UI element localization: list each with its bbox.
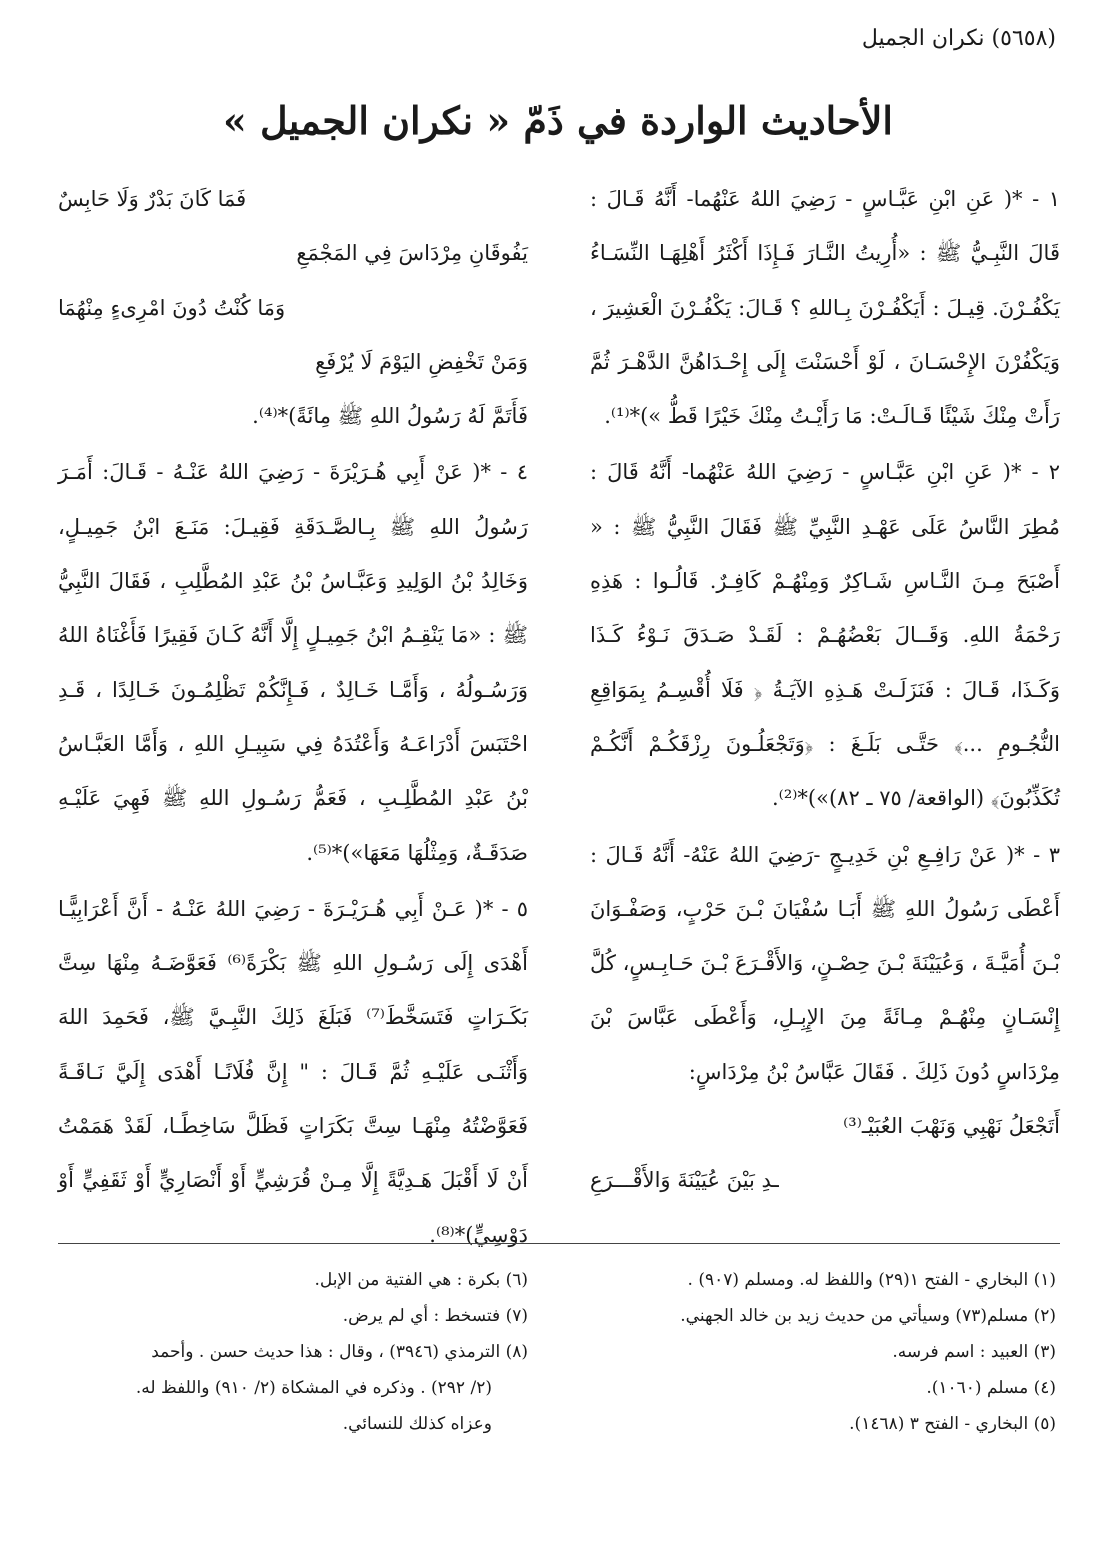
hadith-3-end: فَأَتَمَّ لَهُ رَسُولُ اللهِ ﷺ مِائَةً)*⁽⁴⁾. — [252, 404, 528, 429]
footnote-continuation: وعزاه كذلك للنسائي. — [342, 1414, 492, 1434]
hadith-3: ٣ - *( عَنْ رَافِـعِ بْنِ خَدِيـجٍ -رَضِيَ اللهُ عَنْهُ- أَنَّهُ قَـالَ : أَعْطَى رَسُولُ اللهِ ﷺ أَبَـا سُفْيَانَ بْـنَ حَرْبٍ، وَصَفْـوَانَ بْـنَ أُمَيَّـةَ ، وَعُيَيْنَةَ بْـنَ حِصْـنٍ، وَالأَقْـرَعَ بْـنَ حَـابِـسٍ، كُلَّ إِنْسَـانٍ مِنْهُـمْ مِـائَةً مِنَ الإِبِـلِ، وَأَعْطَى عَبَّاسَ بْنَ مِرْدَاسٍ دُونَ ذَلِكَ . فَقَالَ عَبَّاسُ بْنُ مِرْدَاسٍ: — [590, 842, 1060, 1084]
footnote: (٥) البخاري - الفتح ٣ (١٤٦٨). — [849, 1414, 1056, 1434]
footnote-divider — [58, 1243, 1060, 1244]
footnote: (٤) مسلم (١٠٦٠). — [926, 1378, 1056, 1398]
footnote: (٧) فتسخط : أي لم يرض. — [342, 1306, 528, 1326]
footnote: (٦) بكرة : هي الفتية من الإبل. — [314, 1270, 528, 1290]
hadith-5: ٥ - *( عَـنْ أَبِي هُـرَيْـرَةَ - رَضِيَ اللهُ عَنْـهُ - أَنَّ أَعْرَابِيًّـا أَهْدَى إِلَى رَسُـولِ اللهِ ﷺ بَكْرَةً⁽⁶⁾ فَعَوَّضَـهُ مِنْهَا سِتَّ بَكَـرَاتٍ فَتَسَخَّطَ⁽⁷⁾ فَبَلَغَ ذَلِكَ النَّبِـيَّ ﷺ، فَحَمِدَ اللهَ وَأَثْنَـى عَلَيْـهِ ثُمَّ قَـالَ : " إِنَّ فُلَانًـا أَهْدَى إِلَيَّ نَـاقَـةً فَعَوَّضْتُهُ مِنْهَـا سِتَّ بَكَرَاتٍ فَظَلَّ سَاخِطًـا، لَقَدْ هَمَمْتُ أَنْ لَا أَقْبَلَ هَـدِيَّةً إِلَّا مِـنْ قُرَشِيٍّ أَوْ أَنْصَارِيٍّ أَوْ ثَقَفِيٍّ أَوْ دَوْسِيٍّ)*⁽⁸⁾. — [58, 896, 529, 1247]
left-column — [58, 172, 528, 1262]
verse-line: يَفُوقَانِ مِرْدَاسَ فِي المَجْمَعِ — [296, 241, 528, 266]
verse-line: ـدِ بَيْنَ عُيَيْنَةَ وَالأَقْـــرَعِ — [590, 1168, 779, 1193]
verse-line: أَتَجْعَلُ نَهْبِي وَنَهْبَ العُبَيْـ⁽³⁾ — [843, 1114, 1060, 1139]
footnotes-right — [586, 1262, 1056, 1442]
footnote-continuation: (٢/ ٢٩٢) . وذكره في المشكاة (٢/ ٩١٠) واللفظ له. — [135, 1378, 492, 1398]
right-column — [590, 172, 1060, 1208]
hadith-2: ٢ - *( عَنِ ابْنِ عَبَّـاسٍ - رَضِيَ اللهُ عَنْهُما- أَنَّهُ قَالَ : مُطِرَ النَّاسُ عَلَى عَهْـدِ النَّبِيِّ ﷺ فَقَالَ النَّبِيُّ ﷺ : « أَصْبَحَ مِـنَ النَّـاسِ شَـاكِرٌ وَمِنْهُـمْ كَافِـرٌ. قَالُـوا : هَذِهِ رَحْمَةُ اللهِ. وَقَــالَ بَعْضُهُـمْ : لَقَـدْ صَـدَقَ نَـوْءُ كَـذَا وَكَـذَا، قَـالَ : فَنَزَلَـتْ هَـذِهِ الآيَـةُ ﴿ فَلَا أُقْسِـمُ بِمَوَاقِعِ النُّجُـومِ ...﴾ حَتَّـى بَلَـغَ : ﴿وَتَجْعَلُـونَ رِزْقَكُـمْ أَنَّكُـمْ تُكَذِّبُونَ﴾ (الواقعة/ ٧٥ ـ ٨٢)»)*⁽²⁾. — [590, 460, 1060, 811]
footnote: (١) البخاري - الفتح ١(٢٩) واللفظ له. ومسلم (٩٠٧) . — [687, 1270, 1056, 1290]
running-head: (٥٦٥٨) نكران الجميل — [861, 26, 1056, 51]
page-title: الأحاديث الواردة في ذَمّ « نكران الجميل » — [223, 98, 893, 143]
footnotes-left — [58, 1262, 528, 1442]
verse-line: وَمَنْ تَخْفِضِ اليَوْمَ لَا يُرْفَعِ — [315, 349, 528, 374]
footnote: (٣) العبيد : اسم فرسه. — [892, 1342, 1056, 1362]
verse-line: فَمَا كَانَ بَدْرٌ وَلَا حَابِسٌ — [58, 187, 247, 211]
verse-line: وَمَا كُنْتُ دُونَ امْرِىءٍ مِنْهُمَا — [58, 295, 286, 320]
hadith-4: ٤ - *( عَنْ أَبِي هُـرَيْرَةَ - رَضِيَ اللهُ عَنْـهُ - قَـالَ: أَمَـرَ رَسُولُ اللهِ ﷺ بِـالصَّـدَقَةِ فَقِيـلَ: مَنَـعَ ابْنُ جَمِيـلٍ، وَخَالِدُ بْنُ الوَلِيدِ وَعَبَّـاسُ بْنُ عَبْدِ المُطَّلِبِ ، فَقَالَ النَّبِيُّ ﷺ : «مَا يَنْقِـمُ ابْنُ جَمِيـلٍ إِلَّا أَنَّهُ كَـانَ فَقِيرًا فَأَغْنَاهُ اللهُ وَرَسُـولُهُ ، وَأَمَّـا خَـالِدٌ ، فَـإِنَّكُمْ تَظْلِمُـونَ خَـالِدًا ، قَـدِ احْتَبَسَ أَدْرَاعَـهُ وَأَعْتُدَهُ فِي سَبِيـلِ اللهِ ، وَأَمَّا العَبَّـاسُ بْنُ عَبْدِ المُطَّلِـبِ ، فَعَمُّ رَسُـولِ اللهِ ﷺ فَهِيَ عَلَيْـهِ صَدَقَـةٌ، وَمِثْلُهَا مَعَهَا»)*⁽⁵⁾. — [58, 460, 528, 865]
hadith-1: ١ - *( عَنِ ابْنِ عَبَّـاسٍ - رَضِيَ اللهُ عَنْهُما- أَنَّهُ قَـالَ : قَالَ النَّبِـيُّ ﷺ : «أُرِيتُ النَّـارَ فَـإِذَا أَكْثَرُ أَهْلِهَـا النِّسَـاءُ يَكْفُـرْنَ. قِيـلَ : أَيَكْفُـرْنَ بِـاللهِ ؟ قَـالَ: يَكْفُـرْنَ الْعَشِيرَ ، وَيَكْفُرْنَ الإِحْسَـانَ ، لَوْ أَحْسَنْتَ إِلَى إِحْـدَاهُنَّ الدَّهْـرَ ثُمَّ رَأَتْ مِنْكَ شَيْئًا قَـالَـتْ: مَا رَأَيْـتُ مِنْكَ خَيْرًا قَطُّ »)*⁽¹⁾. — [590, 187, 1060, 429]
footnote: (٢) مسلم(٧٣) وسيأتي من حديث زيد بن خالد الجهني. — [680, 1306, 1056, 1326]
footnote: (٨) الترمذي (٣٩٤٦) ، وقال : هذا حديث حسن . وأحمد — [151, 1342, 528, 1362]
